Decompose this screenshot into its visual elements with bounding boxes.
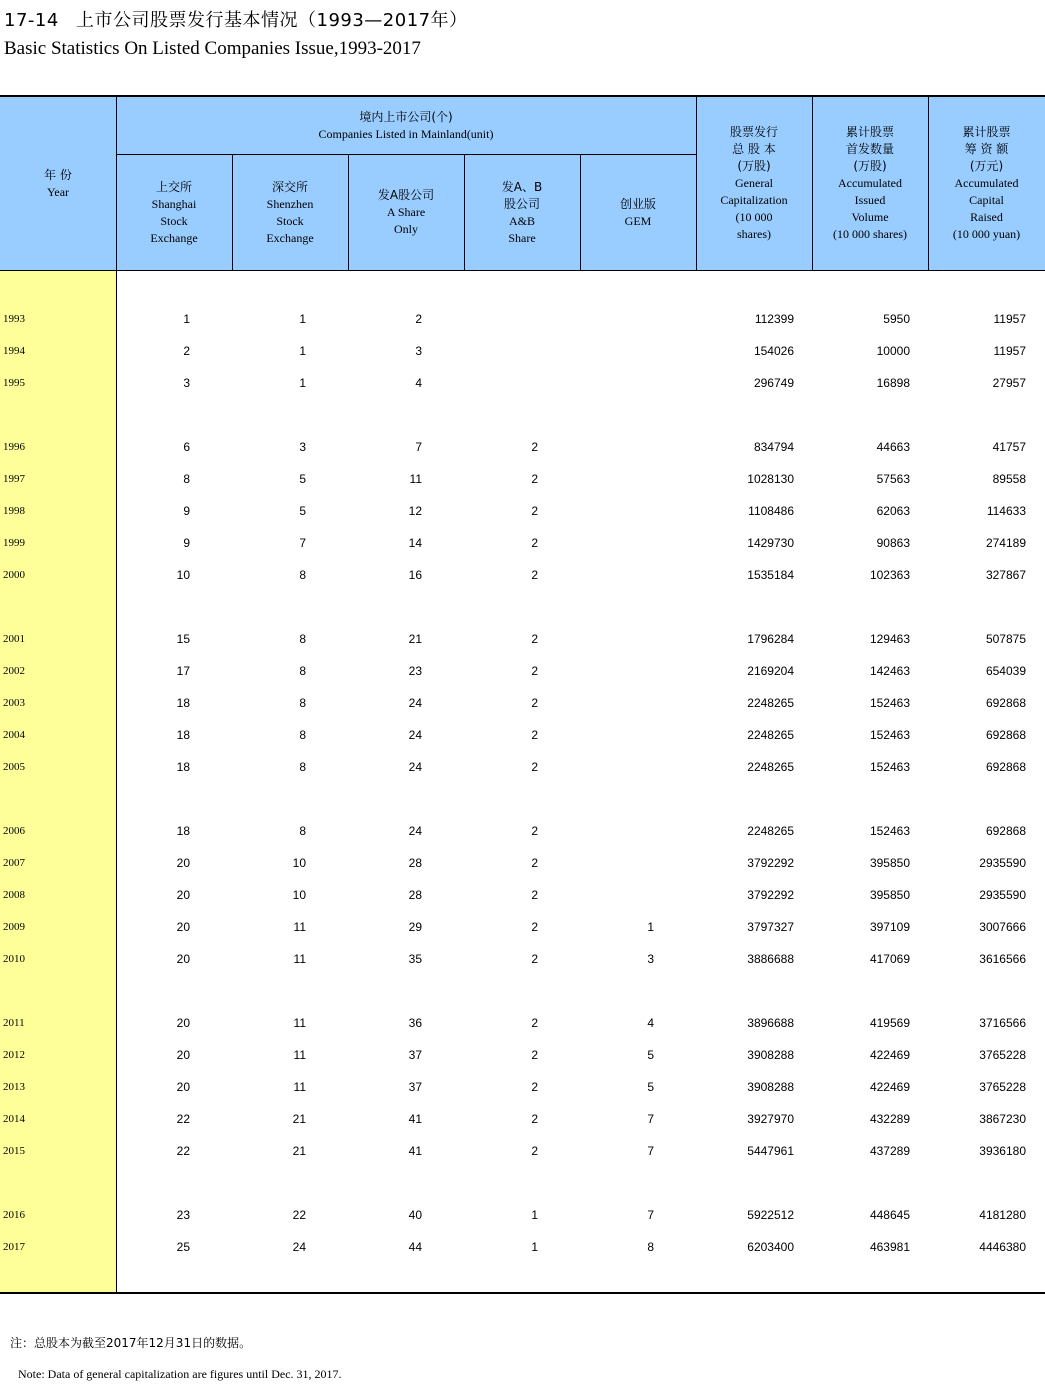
table-row xyxy=(0,693,1045,713)
table-row xyxy=(0,1141,1045,1161)
cell-shanghai: 20 xyxy=(176,1048,190,1062)
cell-ab-share: 2 xyxy=(531,824,538,838)
cell-shenzhen: 1 xyxy=(299,312,306,326)
table-row xyxy=(0,1205,1045,1225)
year-column-bg xyxy=(0,270,116,1292)
cell-ab-share: 2 xyxy=(531,536,538,550)
cell-ab-share: 2 xyxy=(531,440,538,454)
cell-year: 2016 xyxy=(3,1209,25,1221)
header-ab-share-en: A&B xyxy=(508,213,535,228)
header-shenzhen-en: Stock xyxy=(276,213,304,228)
cell-accumulated-capital: 89558 xyxy=(992,472,1026,486)
header-year xyxy=(0,97,116,270)
cell-shanghai: 22 xyxy=(176,1144,190,1158)
table-row xyxy=(0,629,1045,649)
header-gem-cn: 创业版 xyxy=(619,196,656,211)
cell-a-share: 41 xyxy=(408,1112,422,1126)
header-raised-en: Accumulated xyxy=(954,176,1019,190)
cell-general-capitalization: 1028130 xyxy=(747,472,794,486)
note-en: Note: Data of general capitalization are figures until Dec. 31, 2017. xyxy=(18,1367,342,1381)
cell-accumulated-capital: 3765228 xyxy=(979,1048,1026,1062)
cell-shanghai: 2 xyxy=(183,344,190,358)
table-bottom-rule xyxy=(0,1292,1045,1294)
cell-a-share: 24 xyxy=(408,696,422,710)
cell-shenzhen: 11 xyxy=(293,920,306,934)
cell-a-share: 44 xyxy=(408,1240,422,1254)
table-row xyxy=(0,341,1045,361)
cell-shenzhen: 21 xyxy=(292,1112,306,1126)
cell-ab-share: 2 xyxy=(531,920,538,934)
cell-general-capitalization: 3886688 xyxy=(747,952,794,966)
cell-a-share: 37 xyxy=(408,1048,422,1062)
cell-shenzhen: 1 xyxy=(299,344,306,358)
table-row xyxy=(0,949,1045,969)
cell-accumulated-capital: 41757 xyxy=(992,440,1026,454)
cell-shanghai: 20 xyxy=(176,1016,190,1030)
cell-a-share: 21 xyxy=(408,632,422,646)
cell-accumulated-capital: 2935590 xyxy=(979,856,1026,870)
cell-gem: 7 xyxy=(647,1208,654,1222)
header-shanghai-cn: 上交所 xyxy=(155,179,192,194)
header-year-cn: 年 份 xyxy=(44,167,72,182)
cell-a-share: 28 xyxy=(408,888,422,902)
cell-general-capitalization: 5447961 xyxy=(747,1144,794,1158)
cell-ab-share: 2 xyxy=(531,696,538,710)
cell-ab-share: 1 xyxy=(531,1240,538,1254)
table-row xyxy=(0,757,1045,777)
cell-year: 2000 xyxy=(3,569,25,581)
cell-a-share: 37 xyxy=(408,1080,422,1094)
cell-general-capitalization: 1535184 xyxy=(747,568,794,582)
table-row xyxy=(0,917,1045,937)
header-group-cn: 境内上市公司(个) xyxy=(359,109,453,124)
cell-shenzhen: 8 xyxy=(299,664,306,678)
cell-year: 2010 xyxy=(3,953,25,965)
cell-accumulated-volume: 422469 xyxy=(869,1080,910,1094)
cell-a-share: 7 xyxy=(415,440,422,454)
cell-accumulated-volume: 152463 xyxy=(869,696,910,710)
cell-accumulated-volume: 16898 xyxy=(876,376,910,390)
header-vol-en: Accumulated xyxy=(838,176,902,190)
cell-shenzhen: 22 xyxy=(292,1208,306,1222)
cell-a-share: 3 xyxy=(415,344,422,358)
table-row xyxy=(0,533,1045,553)
cell-general-capitalization: 3896688 xyxy=(747,1016,794,1030)
cell-shanghai: 6 xyxy=(183,440,190,454)
cell-a-share: 2 xyxy=(415,312,422,326)
cell-accumulated-volume: 152463 xyxy=(869,824,910,838)
table-row xyxy=(0,469,1045,489)
cell-year: 1996 xyxy=(3,441,25,453)
table-row xyxy=(0,501,1045,521)
cell-accumulated-capital: 4446380 xyxy=(979,1240,1026,1254)
table-row xyxy=(0,1109,1045,1129)
cell-gem: 8 xyxy=(647,1240,654,1254)
header-cap-en: shares) xyxy=(737,227,771,241)
cell-a-share: 11 xyxy=(409,472,422,486)
cell-accumulated-capital: 114633 xyxy=(986,504,1026,518)
header-raised-en: (10 000 yuan) xyxy=(952,227,1021,241)
cell-general-capitalization: 3927970 xyxy=(747,1112,794,1126)
cell-ab-share: 2 xyxy=(531,1080,538,1094)
table-row xyxy=(0,661,1045,681)
cell-general-capitalization: 2248265 xyxy=(747,760,794,774)
header-shenzhen xyxy=(232,155,348,270)
cell-accumulated-volume: 395850 xyxy=(869,888,910,902)
table-title-cn xyxy=(4,6,468,32)
table-row xyxy=(0,1013,1045,1033)
header-raised-unit: (万元) xyxy=(969,159,1004,173)
cell-general-capitalization: 3797327 xyxy=(747,920,794,934)
cell-gem: 4 xyxy=(647,1016,654,1030)
cell-shanghai: 18 xyxy=(176,696,190,710)
header-raised-cn: 筹 资 额 xyxy=(964,142,1009,156)
cell-general-capitalization: 296749 xyxy=(753,376,794,390)
cell-shanghai: 25 xyxy=(176,1240,190,1254)
cell-accumulated-capital: 654039 xyxy=(985,664,1026,678)
cell-a-share: 35 xyxy=(408,952,422,966)
cell-year: 2009 xyxy=(3,921,25,933)
header-gem xyxy=(580,155,696,270)
cell-a-share: 4 xyxy=(415,376,422,390)
table-row xyxy=(0,373,1045,393)
cell-general-capitalization: 1796284 xyxy=(747,632,794,646)
header-vol-en: Volume xyxy=(851,210,889,224)
cell-shanghai: 22 xyxy=(176,1112,190,1126)
cell-general-capitalization: 154026 xyxy=(753,344,794,358)
cell-general-capitalization: 2248265 xyxy=(747,728,794,742)
cell-shanghai: 8 xyxy=(183,472,190,486)
header-shenzhen-cn: 深交所 xyxy=(271,179,308,194)
cell-a-share: 12 xyxy=(408,504,422,518)
table-row xyxy=(0,1077,1045,1097)
cell-accumulated-capital: 3007666 xyxy=(979,920,1026,934)
cell-general-capitalization: 1108486 xyxy=(748,504,794,518)
cell-year: 2002 xyxy=(3,665,25,677)
cell-shanghai: 17 xyxy=(176,664,190,678)
header-ab-share xyxy=(464,155,580,270)
cell-a-share: 16 xyxy=(408,568,422,582)
cell-a-share: 24 xyxy=(408,760,422,774)
cell-gem: 7 xyxy=(647,1144,654,1158)
cell-accumulated-volume: 10000 xyxy=(876,344,910,358)
header-vol-en: Issued xyxy=(854,193,886,207)
cell-accumulated-capital: 327867 xyxy=(985,568,1026,582)
cell-year: 1997 xyxy=(3,473,25,485)
cell-a-share: 24 xyxy=(408,824,422,838)
cell-accumulated-volume: 397109 xyxy=(869,920,910,934)
cell-year: 1998 xyxy=(3,505,25,517)
cell-shanghai: 18 xyxy=(176,760,190,774)
cell-ab-share: 2 xyxy=(531,856,538,870)
cell-gem: 5 xyxy=(647,1048,654,1062)
header-accumulated-volume xyxy=(812,97,928,270)
header-vol-cn: 首发数量 xyxy=(845,142,894,156)
cell-ab-share: 2 xyxy=(531,664,538,678)
cell-shenzhen: 11 xyxy=(293,1048,306,1062)
cell-year: 2012 xyxy=(3,1049,25,1061)
cell-shenzhen: 11 xyxy=(293,1016,306,1030)
cell-shanghai: 18 xyxy=(176,824,190,838)
header-gem-en: GEM xyxy=(624,213,652,228)
cell-shanghai: 23 xyxy=(176,1208,190,1222)
cell-shenzhen: 11 xyxy=(293,952,306,966)
cell-year: 2008 xyxy=(3,889,25,901)
header-raised-en: Raised xyxy=(970,210,1003,224)
cell-year: 1993 xyxy=(3,313,25,325)
header-shenzhen-en: Shenzhen xyxy=(266,196,314,211)
cell-year: 2007 xyxy=(3,857,25,869)
header-bottom-rule xyxy=(0,270,1045,271)
cell-year: 2011 xyxy=(3,1017,25,1029)
cell-shenzhen: 10 xyxy=(292,888,306,902)
cell-a-share: 40 xyxy=(408,1208,422,1222)
cell-year: 2001 xyxy=(3,633,25,645)
cell-a-share: 28 xyxy=(408,856,422,870)
header-shanghai xyxy=(116,155,232,270)
cell-accumulated-volume: 448645 xyxy=(869,1208,910,1222)
cell-shanghai: 1 xyxy=(183,312,190,326)
cell-ab-share: 2 xyxy=(531,728,538,742)
table-row xyxy=(0,853,1045,873)
cell-accumulated-capital: 3765228 xyxy=(979,1080,1026,1094)
cell-accumulated-volume: 395850 xyxy=(869,856,910,870)
cell-accumulated-capital: 11957 xyxy=(993,344,1026,358)
cell-year: 2013 xyxy=(3,1081,25,1093)
cell-shanghai: 20 xyxy=(176,888,190,902)
cell-shenzhen: 3 xyxy=(299,440,306,454)
cell-shenzhen: 11 xyxy=(293,1080,306,1094)
cell-ab-share: 2 xyxy=(531,1048,538,1062)
header-general-capitalization xyxy=(696,97,812,270)
cell-ab-share: 2 xyxy=(531,952,538,966)
header-ab-share-en: Share xyxy=(508,230,536,245)
header-cap-en: General xyxy=(735,176,773,190)
cell-accumulated-capital: 692868 xyxy=(985,824,1026,838)
cell-shenzhen: 24 xyxy=(292,1240,306,1254)
cell-accumulated-capital: 3867230 xyxy=(979,1112,1026,1126)
header-vol-unit: (万股) xyxy=(853,159,887,173)
cell-ab-share: 2 xyxy=(531,1016,538,1030)
cell-accumulated-volume: 432289 xyxy=(869,1112,910,1126)
header-cap-cn: 总 股 本 xyxy=(732,142,776,156)
cell-accumulated-capital: 692868 xyxy=(985,696,1026,710)
cell-year: 1995 xyxy=(3,377,25,389)
cell-ab-share: 1 xyxy=(531,1208,538,1222)
cell-year: 2015 xyxy=(3,1145,25,1157)
cell-general-capitalization: 3908288 xyxy=(747,1080,794,1094)
cell-a-share: 24 xyxy=(408,728,422,742)
cell-shanghai: 20 xyxy=(176,1080,190,1094)
table-row xyxy=(0,725,1045,745)
cell-ab-share: 2 xyxy=(531,632,538,646)
cell-accumulated-capital: 4181280 xyxy=(979,1208,1026,1222)
table-row xyxy=(0,1045,1045,1065)
cell-a-share: 23 xyxy=(408,664,422,678)
header-a-share-en: Only xyxy=(394,222,418,236)
cell-year: 1994 xyxy=(3,345,25,357)
cell-shenzhen: 21 xyxy=(292,1144,306,1158)
cell-general-capitalization: 3792292 xyxy=(747,888,794,902)
table-row xyxy=(0,565,1045,585)
cell-accumulated-capital: 11957 xyxy=(993,312,1026,326)
cell-general-capitalization: 5922512 xyxy=(747,1208,794,1222)
cell-general-capitalization: 834794 xyxy=(753,440,794,454)
header-a-share xyxy=(348,155,464,270)
cell-accumulated-volume: 463981 xyxy=(869,1240,910,1254)
table-row xyxy=(0,309,1045,329)
cell-shenzhen: 10 xyxy=(292,856,306,870)
cell-general-capitalization: 1429730 xyxy=(747,536,794,550)
cell-general-capitalization: 2248265 xyxy=(747,696,794,710)
cell-general-capitalization: 112399 xyxy=(754,312,794,326)
cell-shanghai: 15 xyxy=(176,632,190,646)
cell-accumulated-volume: 129463 xyxy=(869,632,910,646)
header-ab-share-cn: 发A、B xyxy=(501,179,543,194)
cell-accumulated-volume: 152463 xyxy=(869,728,910,742)
header-raised-en: Capital xyxy=(969,193,1004,207)
cell-general-capitalization: 6203400 xyxy=(747,1240,794,1254)
header-cap-en: (10 000 xyxy=(735,210,773,224)
cell-shanghai: 20 xyxy=(176,952,190,966)
table-title-cn-text: 上市公司股票发行基本情况（1993—2017年） xyxy=(76,10,468,31)
cell-shenzhen: 1 xyxy=(299,376,306,390)
header-raised-cn: 累计股票 xyxy=(962,125,1011,139)
table-row xyxy=(0,1237,1045,1257)
cell-shenzhen: 5 xyxy=(299,504,306,518)
cell-year: 2014 xyxy=(3,1113,25,1125)
cell-shanghai: 3 xyxy=(183,376,190,390)
header-shanghai-en: Shanghai xyxy=(151,196,197,211)
header-a-share-cn: 发A股公司 xyxy=(377,188,435,202)
table-row xyxy=(0,437,1045,457)
cell-accumulated-capital: 692868 xyxy=(985,760,1026,774)
header-accumulated-capital xyxy=(928,97,1045,270)
cell-year: 2017 xyxy=(3,1241,25,1253)
cell-year: 1999 xyxy=(3,537,25,549)
cell-shenzhen: 8 xyxy=(299,824,306,838)
cell-ab-share: 2 xyxy=(531,504,538,518)
cell-ab-share: 2 xyxy=(531,472,538,486)
cell-accumulated-volume: 422469 xyxy=(869,1048,910,1062)
table-number: 17-14 xyxy=(4,10,59,31)
cell-accumulated-capital: 507875 xyxy=(985,632,1026,646)
header-vol-en: (10 000 shares) xyxy=(833,227,907,241)
cell-gem: 3 xyxy=(647,952,654,966)
cell-accumulated-capital: 27957 xyxy=(992,376,1026,390)
header-shenzhen-en: Exchange xyxy=(266,230,314,245)
header-group xyxy=(116,97,696,154)
cell-accumulated-capital: 2935590 xyxy=(979,888,1026,902)
cell-shenzhen: 5 xyxy=(299,472,306,486)
cell-shenzhen: 8 xyxy=(299,728,306,742)
cell-accumulated-volume: 62063 xyxy=(876,504,910,518)
cell-general-capitalization: 2248265 xyxy=(747,824,794,838)
cell-shanghai: 9 xyxy=(183,504,190,518)
cell-shenzhen: 7 xyxy=(299,536,306,550)
note-cn: 注：总股本为截至2017年12月31日的数据。 xyxy=(10,1336,252,1350)
cell-shenzhen: 8 xyxy=(299,696,306,710)
header-shanghai-en: Exchange xyxy=(150,230,198,245)
cell-shenzhen: 8 xyxy=(299,568,306,582)
cell-shanghai: 10 xyxy=(176,568,190,582)
table-row xyxy=(0,885,1045,905)
cell-shanghai: 9 xyxy=(183,536,190,550)
cell-accumulated-volume: 417069 xyxy=(869,952,910,966)
cell-shanghai: 20 xyxy=(176,920,190,934)
cell-a-share: 41 xyxy=(408,1144,422,1158)
cell-accumulated-capital: 692868 xyxy=(985,728,1026,742)
cell-year: 2006 xyxy=(3,825,25,837)
cell-year: 2004 xyxy=(3,729,25,741)
cell-accumulated-capital: 274189 xyxy=(985,536,1026,550)
cell-year: 2003 xyxy=(3,697,25,709)
cell-accumulated-volume: 57563 xyxy=(876,472,910,486)
cell-accumulated-volume: 5950 xyxy=(883,312,910,326)
cell-shanghai: 20 xyxy=(176,856,190,870)
table-title-en: Basic Statistics On Listed Companies Issue,1993-2017 xyxy=(4,38,421,59)
header-a-share-en: A Share xyxy=(386,205,426,219)
cell-accumulated-volume: 142463 xyxy=(869,664,910,678)
cell-accumulated-volume: 437289 xyxy=(869,1144,910,1158)
cell-ab-share: 2 xyxy=(531,568,538,582)
cell-general-capitalization: 3792292 xyxy=(747,856,794,870)
cell-general-capitalization: 3908288 xyxy=(747,1048,794,1062)
cell-accumulated-volume: 44663 xyxy=(876,440,910,454)
cell-ab-share: 2 xyxy=(531,760,538,774)
cell-a-share: 36 xyxy=(408,1016,422,1030)
header-cap-unit: (万股) xyxy=(737,159,771,173)
cell-shenzhen: 8 xyxy=(299,760,306,774)
cell-accumulated-volume: 102363 xyxy=(869,568,910,582)
cell-general-capitalization: 2169204 xyxy=(747,664,794,678)
cell-ab-share: 2 xyxy=(531,888,538,902)
cell-accumulated-capital: 3616566 xyxy=(979,952,1026,966)
cell-accumulated-capital: 3936180 xyxy=(979,1144,1026,1158)
header-group-en: Companies Listed in Mainland(unit) xyxy=(318,126,494,141)
cell-shanghai: 18 xyxy=(176,728,190,742)
header-shanghai-en: Stock xyxy=(160,213,188,228)
header-cap-cn: 股票发行 xyxy=(729,125,778,139)
cell-ab-share: 2 xyxy=(531,1144,538,1158)
cell-shenzhen: 8 xyxy=(299,632,306,646)
header-year-en: Year xyxy=(46,184,70,199)
header-vol-cn: 累计股票 xyxy=(845,125,894,139)
header-ab-share-cn: 股公司 xyxy=(503,196,540,211)
cell-accumulated-volume: 152463 xyxy=(869,760,910,774)
cell-gem: 5 xyxy=(647,1080,654,1094)
table-row xyxy=(0,821,1045,841)
cell-gem: 1 xyxy=(647,920,654,934)
cell-ab-share: 2 xyxy=(531,1112,538,1126)
cell-accumulated-capital: 3716566 xyxy=(979,1016,1026,1030)
header-cap-en: Capitalization xyxy=(720,193,788,207)
cell-a-share: 29 xyxy=(408,920,422,934)
cell-accumulated-volume: 90863 xyxy=(876,536,910,550)
cell-gem: 7 xyxy=(647,1112,654,1126)
cell-a-share: 14 xyxy=(408,536,422,550)
cell-year: 2005 xyxy=(3,761,25,773)
cell-accumulated-volume: 419569 xyxy=(869,1016,910,1030)
